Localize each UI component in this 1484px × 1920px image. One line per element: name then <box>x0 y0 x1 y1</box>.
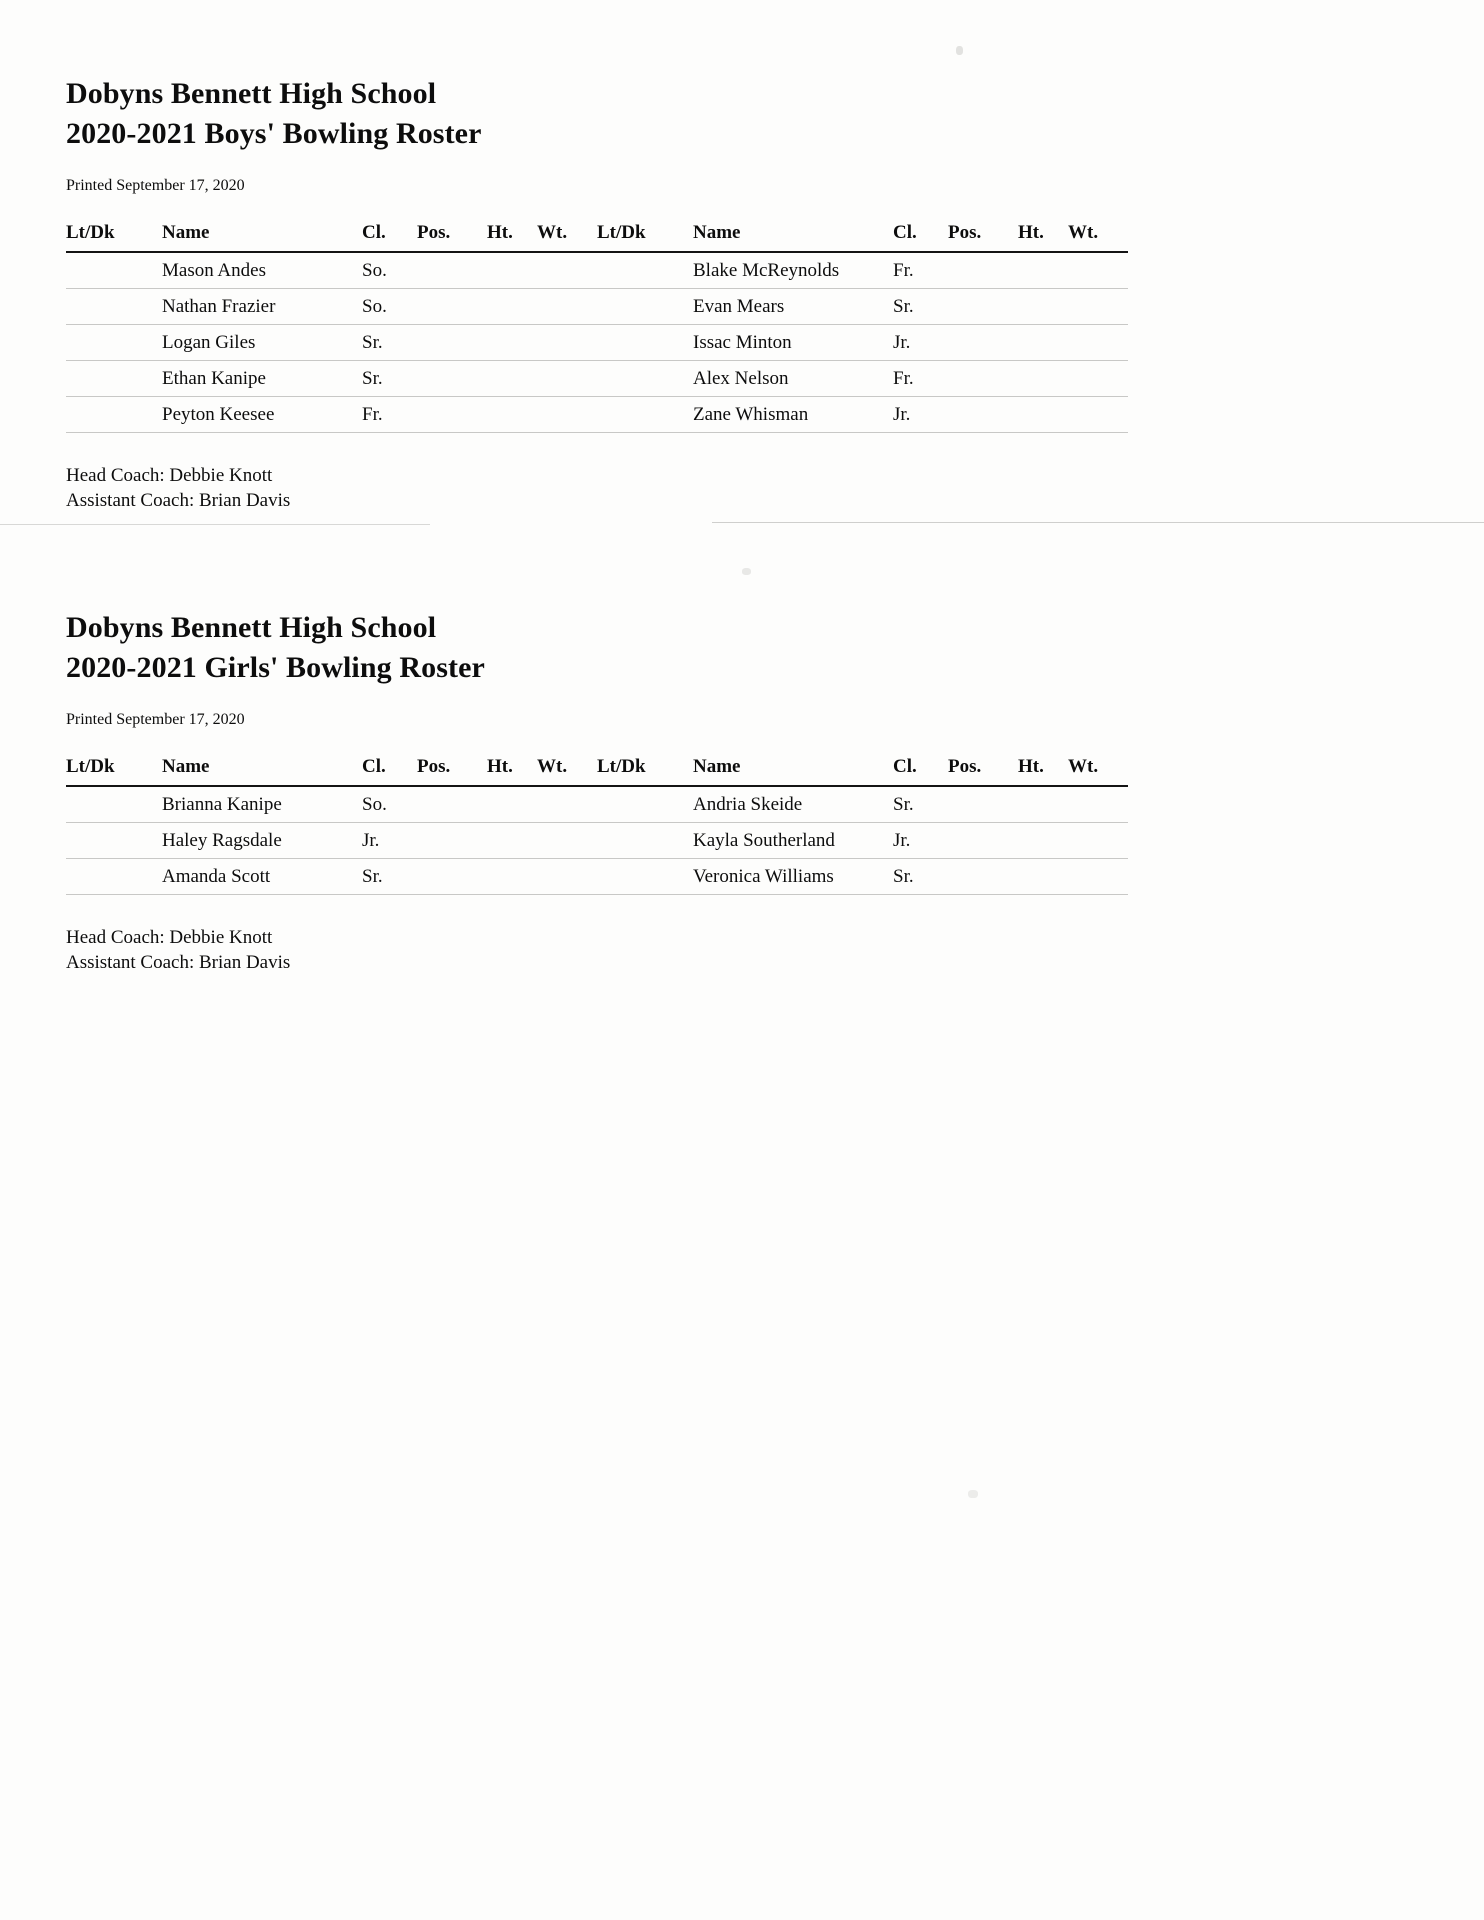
girls-roster-left-half <box>66 756 597 895</box>
cell-name: Zane Whisman <box>693 397 893 433</box>
boys-roster-left-half <box>66 222 597 433</box>
cell-ht <box>1018 252 1068 289</box>
table-row <box>597 361 1128 397</box>
cell-name: Alex Nelson <box>693 361 893 397</box>
column-header-cl: Cl. <box>362 756 417 786</box>
cell-pos <box>948 361 1018 397</box>
cell-pos <box>948 823 1018 859</box>
cell-pos <box>417 289 487 325</box>
cell-lt-dk <box>66 823 162 859</box>
table-row <box>66 397 597 433</box>
column-header-pos: Pos. <box>417 756 487 786</box>
column-header-wt: Wt. <box>1068 756 1128 786</box>
cell-cl: Sr. <box>362 859 417 895</box>
cell-name: Blake McReynolds <box>693 252 893 289</box>
cell-wt <box>1068 397 1128 433</box>
cell-pos <box>417 252 487 289</box>
cell-wt <box>537 397 597 433</box>
table-header-row <box>597 222 1128 252</box>
column-header-ht: Ht. <box>1018 756 1068 786</box>
column-header-cl: Cl. <box>893 756 948 786</box>
cell-pos <box>948 289 1018 325</box>
cell-ht <box>487 289 537 325</box>
cell-cl: Fr. <box>893 361 948 397</box>
cell-pos <box>417 397 487 433</box>
cell-ht <box>1018 823 1068 859</box>
cell-cl: Sr. <box>893 859 948 895</box>
cell-name: Issac Minton <box>693 325 893 361</box>
table-row <box>66 823 597 859</box>
cell-pos <box>417 823 487 859</box>
cell-lt-dk <box>597 859 693 895</box>
cell-wt <box>1068 325 1128 361</box>
cell-cl: Sr. <box>362 325 417 361</box>
scan-speck-artifact <box>742 568 751 575</box>
cell-lt-dk <box>66 289 162 325</box>
cell-cl: So. <box>362 289 417 325</box>
table-row <box>597 786 1128 823</box>
cell-pos <box>417 361 487 397</box>
school-name-girls: Dobyns Bennett High School <box>66 611 437 644</box>
assistant-coach-boys: Assistant Coach: Brian Davis <box>66 490 291 511</box>
school-name-boys: Dobyns Bennett High School <box>66 77 437 110</box>
roster-title-girls: 2020-2021 Girls' Bowling Roster <box>66 651 485 684</box>
table-header-row <box>597 756 1128 786</box>
cell-cl: So. <box>362 786 417 823</box>
boys-roster-section <box>66 74 1128 513</box>
column-header-wt: Wt. <box>537 222 597 252</box>
girls-roster-tables <box>66 756 1128 895</box>
cell-name: Andria Skeide <box>693 786 893 823</box>
cell-cl: Fr. <box>362 397 417 433</box>
column-header-lt-dk: Lt/Dk <box>597 756 693 786</box>
cell-name: Mason Andes <box>162 252 362 289</box>
column-header-lt-dk: Lt/Dk <box>597 222 693 252</box>
cell-wt <box>1068 823 1128 859</box>
cell-lt-dk <box>597 289 693 325</box>
cell-lt-dk <box>597 361 693 397</box>
cell-ht <box>487 361 537 397</box>
cell-name: Haley Ragsdale <box>162 823 362 859</box>
cell-ht <box>1018 786 1068 823</box>
column-header-lt-dk: Lt/Dk <box>66 222 162 252</box>
cell-wt <box>1068 289 1128 325</box>
cell-wt <box>537 289 597 325</box>
boys-roster-right-half <box>597 222 1128 433</box>
cell-ht <box>1018 325 1068 361</box>
boys-roster-table-right <box>597 222 1128 433</box>
cell-pos <box>948 252 1018 289</box>
cell-pos <box>948 325 1018 361</box>
cell-lt-dk <box>597 786 693 823</box>
cell-cl: Jr. <box>362 823 417 859</box>
cell-pos <box>948 397 1018 433</box>
cell-lt-dk <box>597 823 693 859</box>
cell-wt <box>537 859 597 895</box>
table-row <box>597 859 1128 895</box>
girls-roster-section <box>66 608 1128 975</box>
cell-ht <box>1018 289 1068 325</box>
cell-cl: Jr. <box>893 823 948 859</box>
boys-roster-table-left <box>66 222 597 433</box>
column-header-wt: Wt. <box>537 756 597 786</box>
cell-wt <box>537 325 597 361</box>
boys-coaching-staff <box>66 463 1128 513</box>
column-header-pos: Pos. <box>417 222 487 252</box>
boys-roster-tables <box>66 222 1128 433</box>
cell-ht <box>487 859 537 895</box>
cell-ht <box>487 786 537 823</box>
table-row <box>66 786 597 823</box>
cell-lt-dk <box>66 361 162 397</box>
table-row <box>597 325 1128 361</box>
cell-lt-dk <box>597 325 693 361</box>
scan-speck-artifact <box>956 46 963 55</box>
table-row <box>597 397 1128 433</box>
cell-lt-dk <box>597 252 693 289</box>
cell-ht <box>487 823 537 859</box>
column-header-name: Name <box>162 222 362 252</box>
scan-speck-artifact <box>968 1490 978 1498</box>
cell-wt <box>1068 859 1128 895</box>
cell-lt-dk <box>66 859 162 895</box>
roster-title-boys: 2020-2021 Boys' Bowling Roster <box>66 117 482 150</box>
column-header-pos: Pos. <box>948 222 1018 252</box>
cell-name: Brianna Kanipe <box>162 786 362 823</box>
cell-name: Peyton Keesee <box>162 397 362 433</box>
assistant-coach-girls: Assistant Coach: Brian Davis <box>66 952 291 973</box>
cell-lt-dk <box>66 397 162 433</box>
cell-cl: Sr. <box>893 289 948 325</box>
cell-ht <box>1018 361 1068 397</box>
cell-pos <box>417 325 487 361</box>
cell-name: Evan Mears <box>693 289 893 325</box>
cell-ht <box>1018 859 1068 895</box>
cell-cl: So. <box>362 252 417 289</box>
cell-wt <box>537 786 597 823</box>
table-header-row <box>66 756 597 786</box>
cell-name: Veronica Williams <box>693 859 893 895</box>
table-row <box>597 252 1128 289</box>
cell-lt-dk <box>66 325 162 361</box>
column-header-ht: Ht. <box>487 222 537 252</box>
cell-pos <box>417 859 487 895</box>
column-header-cl: Cl. <box>362 222 417 252</box>
table-row <box>66 361 597 397</box>
head-coach-boys: Head Coach: Debbie Knott <box>66 465 273 486</box>
cell-cl: Sr. <box>893 786 948 823</box>
cell-cl: Fr. <box>893 252 948 289</box>
cell-cl: Jr. <box>893 325 948 361</box>
column-header-name: Name <box>693 222 893 252</box>
cell-name: Ethan Kanipe <box>162 361 362 397</box>
girls-coaching-staff <box>66 925 1128 975</box>
scan-edge-artifact-left <box>0 524 430 525</box>
column-header-pos: Pos. <box>948 756 1018 786</box>
girls-roster-table-right <box>597 756 1128 895</box>
cell-ht <box>487 252 537 289</box>
column-header-ht: Ht. <box>487 756 537 786</box>
cell-cl: Jr. <box>893 397 948 433</box>
cell-ht <box>1018 397 1068 433</box>
column-header-cl: Cl. <box>893 222 948 252</box>
scan-edge-artifact-right <box>712 522 1484 523</box>
table-row <box>597 823 1128 859</box>
cell-wt <box>1068 361 1128 397</box>
cell-lt-dk <box>66 252 162 289</box>
cell-pos <box>948 786 1018 823</box>
column-header-wt: Wt. <box>1068 222 1128 252</box>
cell-wt <box>537 252 597 289</box>
cell-name: Kayla Southerland <box>693 823 893 859</box>
head-coach-girls: Head Coach: Debbie Knott <box>66 927 273 948</box>
table-row <box>66 325 597 361</box>
column-header-ht: Ht. <box>1018 222 1068 252</box>
cell-cl: Sr. <box>362 361 417 397</box>
girls-roster-table-left <box>66 756 597 895</box>
cell-wt <box>1068 786 1128 823</box>
cell-name: Logan Giles <box>162 325 362 361</box>
cell-pos <box>417 786 487 823</box>
table-row <box>66 252 597 289</box>
cell-wt <box>1068 252 1128 289</box>
cell-ht <box>487 325 537 361</box>
column-header-lt-dk: Lt/Dk <box>66 756 162 786</box>
cell-wt <box>537 823 597 859</box>
cell-name: Amanda Scott <box>162 859 362 895</box>
table-row <box>597 289 1128 325</box>
printed-date-boys: Printed September 17, 2020 <box>66 177 245 194</box>
table-header-row <box>66 222 597 252</box>
cell-wt <box>537 361 597 397</box>
table-row <box>66 289 597 325</box>
cell-ht <box>487 397 537 433</box>
table-row <box>66 859 597 895</box>
cell-lt-dk <box>597 397 693 433</box>
cell-pos <box>948 859 1018 895</box>
column-header-name: Name <box>162 756 362 786</box>
cell-name: Nathan Frazier <box>162 289 362 325</box>
printed-date-girls: Printed September 17, 2020 <box>66 711 245 728</box>
column-header-name: Name <box>693 756 893 786</box>
girls-roster-right-half <box>597 756 1128 895</box>
cell-lt-dk <box>66 786 162 823</box>
